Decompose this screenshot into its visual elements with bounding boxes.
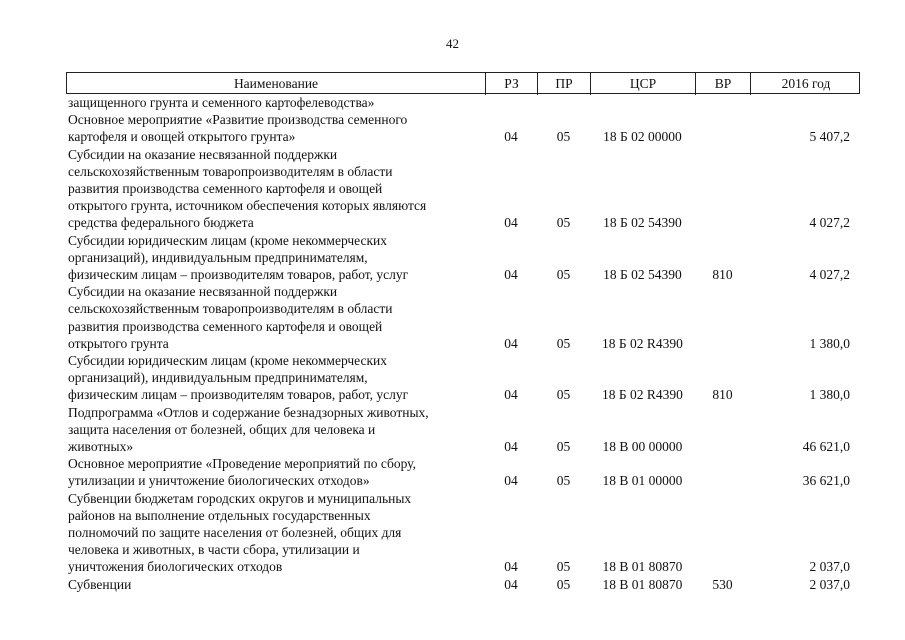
row-vr: 810	[712, 387, 733, 403]
table-row	[66, 94, 860, 111]
row-csr: 18 Б 02 54390	[603, 267, 682, 283]
page-number: 42	[446, 36, 459, 51]
row-name: Основное мероприятие «Проведение мероприятий по сбору, утилизации и уничтожение биологических отходов»	[68, 456, 416, 489]
row-rz: 04	[504, 576, 518, 592]
row-rz: 04	[504, 215, 518, 231]
row-amount: 46 621,0	[802, 439, 850, 455]
row-csr: 18 Б 02 54390	[603, 215, 682, 231]
budget-table	[66, 72, 860, 593]
table-row	[66, 576, 860, 593]
row-csr: 18 Б 02 R4390	[602, 387, 683, 403]
row-name: Субсидии на оказание несвязанной поддержки сельскохозяйственным товаропроизводителям в области развития производства семенного картофеля и овощей открытого грунта, источником обеспечения которых являются средства федерального бюджета	[68, 146, 427, 231]
row-name: Субвенции	[68, 576, 132, 592]
row-amount: 2 037,0	[809, 576, 850, 592]
header-vr: ВР	[696, 73, 751, 95]
table-row	[66, 232, 860, 284]
header-year: 2016 год	[781, 76, 831, 91]
row-name: Субсидии юридическим лицам (кроме некоммерческих организаций), индивидуальным предпринимателям, физическим лицам – производителям товаров, работ, услуг	[68, 353, 409, 403]
row-csr: 18 В 01 80870	[602, 559, 683, 575]
row-pr: 05	[556, 215, 571, 231]
header-name: Наименование	[67, 73, 486, 95]
row-name: Субсидии юридическим лицам (кроме некоммерческих организаций), индивидуальным предпринимателям, физическим лицам – производителям товаров, работ, услуг	[68, 232, 409, 283]
row-pr: 05	[556, 439, 571, 455]
row-amount: 4 027,2	[809, 267, 850, 283]
row-rz: 04	[504, 267, 518, 283]
row-name: Субсидии на оказание несвязанной поддержки сельскохозяйственным товаропроизводителям в области развития производства семенного картофеля и овощей открытого грунта	[68, 284, 393, 351]
row-csr: 18 В 01 00000	[602, 473, 683, 489]
table-row	[66, 455, 860, 489]
row-amount: 1 380,0	[809, 335, 850, 351]
row-pr: 05	[556, 129, 571, 145]
row-csr: 18 В 00 00000	[602, 439, 683, 455]
header-rz: РЗ	[486, 73, 538, 95]
row-name: Подпрограмма «Отлов и содержание безнадзорных животных, защита населения от болезней, общих для человека и животных»	[68, 404, 429, 455]
row-rz: 04	[504, 335, 518, 351]
row-csr: 18 Б 02 00000	[603, 129, 682, 145]
row-pr: 05	[556, 335, 571, 351]
table-row	[66, 404, 860, 456]
table-row	[66, 146, 860, 232]
row-pr: 05	[556, 576, 571, 592]
row-amount: 5 407,2	[809, 129, 850, 145]
row-csr: 18 Б 02 R4390	[602, 335, 683, 351]
row-amount: 36 621,0	[802, 473, 850, 489]
header-pr: ПР	[538, 73, 591, 95]
row-vr: 530	[712, 576, 733, 592]
table-row	[66, 111, 860, 145]
row-vr: 810	[712, 267, 733, 283]
row-name: Субвенции бюджетам городских округов и муниципальных районов на выполнение отдельных государственных полномочий по защите населения от болезней, общих для человека и животных, в части сбора, утилизации и уничтожения биологических отходов	[68, 490, 412, 575]
row-rz: 04	[504, 559, 518, 575]
row-name: защищенного грунта и семенного картофелеводства»	[68, 95, 375, 110]
header-csr: ЦСР	[591, 73, 696, 95]
row-amount: 1 380,0	[809, 387, 850, 403]
row-rz: 04	[504, 129, 518, 145]
row-pr: 05	[556, 387, 571, 403]
row-rz: 04	[504, 387, 518, 403]
table-row	[66, 352, 860, 404]
row-pr: 05	[556, 267, 571, 283]
table-row	[66, 283, 860, 352]
row-amount: 2 037,0	[809, 559, 850, 575]
row-amount: 4 027,2	[809, 215, 850, 231]
row-name: Основное мероприятие «Развитие производства семенного картофеля и овощей открытого грунта»	[68, 112, 408, 145]
row-csr: 18 В 01 80870	[602, 576, 683, 592]
row-pr: 05	[556, 473, 571, 489]
row-pr: 05	[556, 559, 571, 575]
table-body	[66, 94, 860, 593]
table-row	[66, 490, 860, 576]
table-header	[66, 72, 860, 94]
row-rz: 04	[504, 473, 518, 489]
row-rz: 04	[504, 439, 518, 455]
